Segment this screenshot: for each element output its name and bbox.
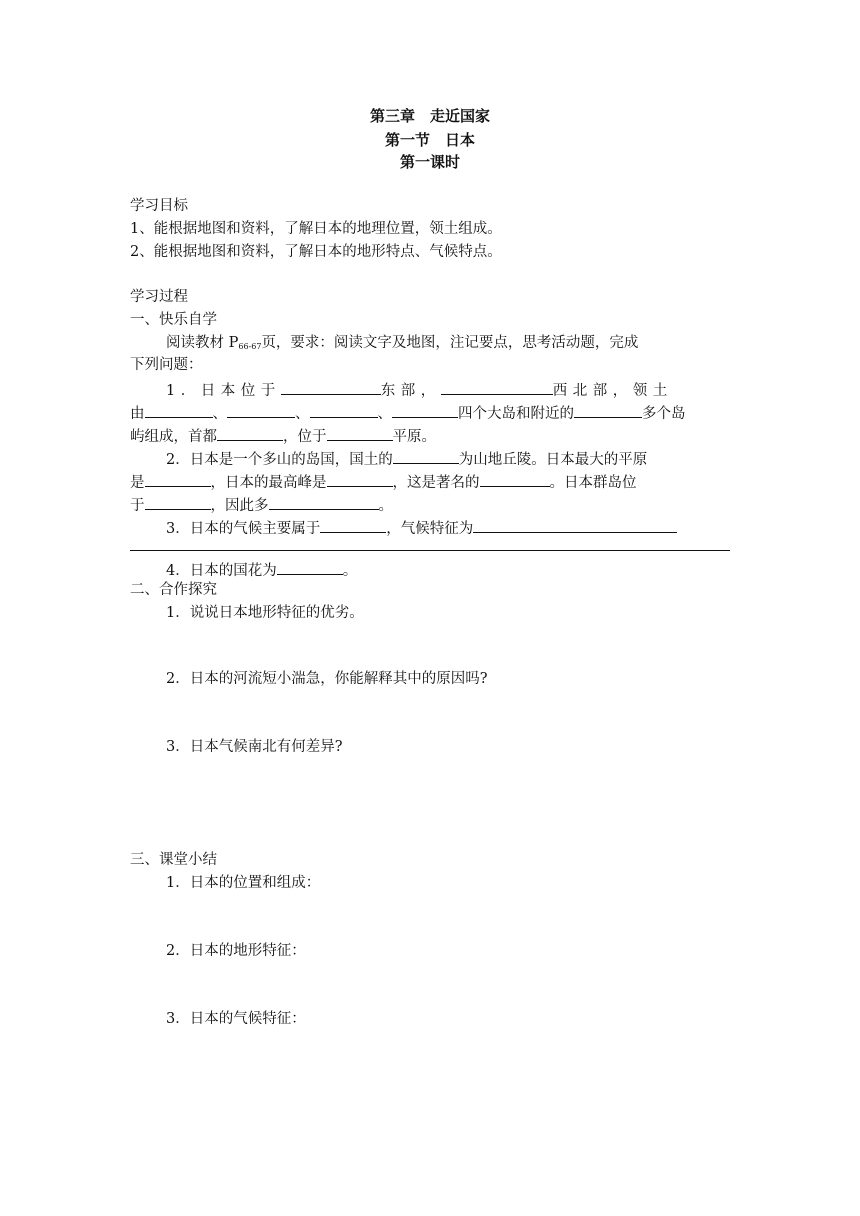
q2-text: 。日本群岛位 [549, 475, 637, 491]
intro-text: 阅读教材 P [166, 335, 239, 351]
q1-text: 东部， [380, 383, 441, 399]
blank-field[interactable] [473, 517, 677, 533]
part1-heading: 一、快乐自学 [130, 312, 217, 328]
blank-field[interactable] [145, 494, 211, 510]
blank-field[interactable] [310, 402, 378, 418]
summary-item: 1．日本的位置和组成： [166, 875, 321, 891]
intro-text: 页，要求：阅读文字及地图，注记要点，思考活动题，完成 [261, 335, 639, 351]
q2-text: 2．日本是一个多山的岛国，国土的 [166, 452, 393, 468]
q3-line1 [166, 517, 677, 539]
q1-text: 1．日本位于 [166, 383, 281, 399]
process-heading: 学习过程 [130, 289, 188, 305]
blank-field[interactable] [441, 379, 553, 395]
q1-text: 西北部，领土 [552, 383, 673, 399]
blank-field[interactable] [269, 494, 379, 510]
lesson-title: 第一课时 [399, 153, 460, 171]
blank-field[interactable] [320, 517, 386, 533]
page-range: 66-67 [238, 342, 262, 351]
q2-text: 于 [130, 498, 145, 514]
q4-line [166, 559, 357, 581]
blank-field[interactable] [227, 402, 295, 418]
q4-text: 。 [342, 563, 358, 579]
part1-intro-line [166, 333, 638, 357]
q1-text: 由 [130, 406, 145, 422]
chapter-title: 第三章 走近国家 [369, 107, 490, 125]
q4-text: 4．日本的国花为 [166, 563, 277, 579]
q3-text: 3．日本的气候主要属于 [166, 521, 321, 537]
q1-text: ，位于 [283, 429, 327, 445]
q1-text: 多个岛 [642, 406, 686, 422]
q1-text: 四个大岛和附近的 [458, 406, 574, 422]
summary-item: 3．日本的气候特征： [166, 1011, 306, 1027]
q2-text: ，因此多 [210, 498, 269, 514]
q2-line2 [130, 471, 637, 493]
summary-item: 2．日本的地形特征： [166, 943, 306, 959]
blank-field[interactable] [145, 402, 213, 418]
blank-field[interactable] [393, 448, 459, 464]
q2-line3 [130, 494, 393, 516]
blank-field[interactable] [480, 471, 550, 487]
question-item: 2．日本的河流短小湍急，你能解释其中的原因吗? [166, 671, 488, 687]
q1-text: 屿组成，首都 [130, 429, 217, 445]
separator: 、 [295, 406, 310, 422]
q1-line3 [130, 425, 436, 447]
blank-field[interactable] [327, 471, 393, 487]
q1-text: 平原。 [392, 429, 436, 445]
q2-text: 是 [130, 475, 145, 491]
q1-line1 [166, 379, 673, 401]
question-item: 1．说说日本地形特征的优劣。 [166, 605, 364, 621]
part1-intro-cont: 下列问题： [130, 357, 203, 373]
answer-line[interactable] [130, 550, 730, 551]
q2-text: ，这是著名的 [392, 475, 480, 491]
question-item: 3．日本气候南北有何差异? [166, 739, 343, 755]
blank-field[interactable] [217, 425, 283, 441]
objective-item: 2、能根据地图和资料，了解日本的地形特点、气候特点。 [130, 244, 502, 260]
blank-field[interactable] [392, 402, 458, 418]
blank-field[interactable] [327, 425, 393, 441]
q2-text: 。 [378, 498, 393, 514]
blank-field[interactable] [145, 471, 211, 487]
q1-line2 [130, 402, 686, 424]
part2-heading: 二、合作探究 [130, 582, 217, 598]
q2-text: ，日本的最高峰是 [210, 475, 327, 491]
separator: 、 [212, 406, 227, 422]
part3-heading: 三、课堂小结 [130, 852, 217, 868]
separator: 、 [377, 406, 392, 422]
q2-line1 [166, 448, 647, 470]
objectives-heading: 学习目标 [130, 198, 188, 214]
blank-field[interactable] [277, 559, 343, 575]
section-title: 第一节 日本 [384, 131, 475, 149]
q2-text: 为山地丘陵。日本最大的平原 [458, 452, 648, 468]
blank-field[interactable] [574, 402, 642, 418]
blank-field[interactable] [281, 379, 381, 395]
q3-text: ，气候特征为 [386, 521, 474, 537]
objective-item: 1、能根据地图和资料，了解日本的地理位置，领土组成。 [130, 221, 502, 237]
